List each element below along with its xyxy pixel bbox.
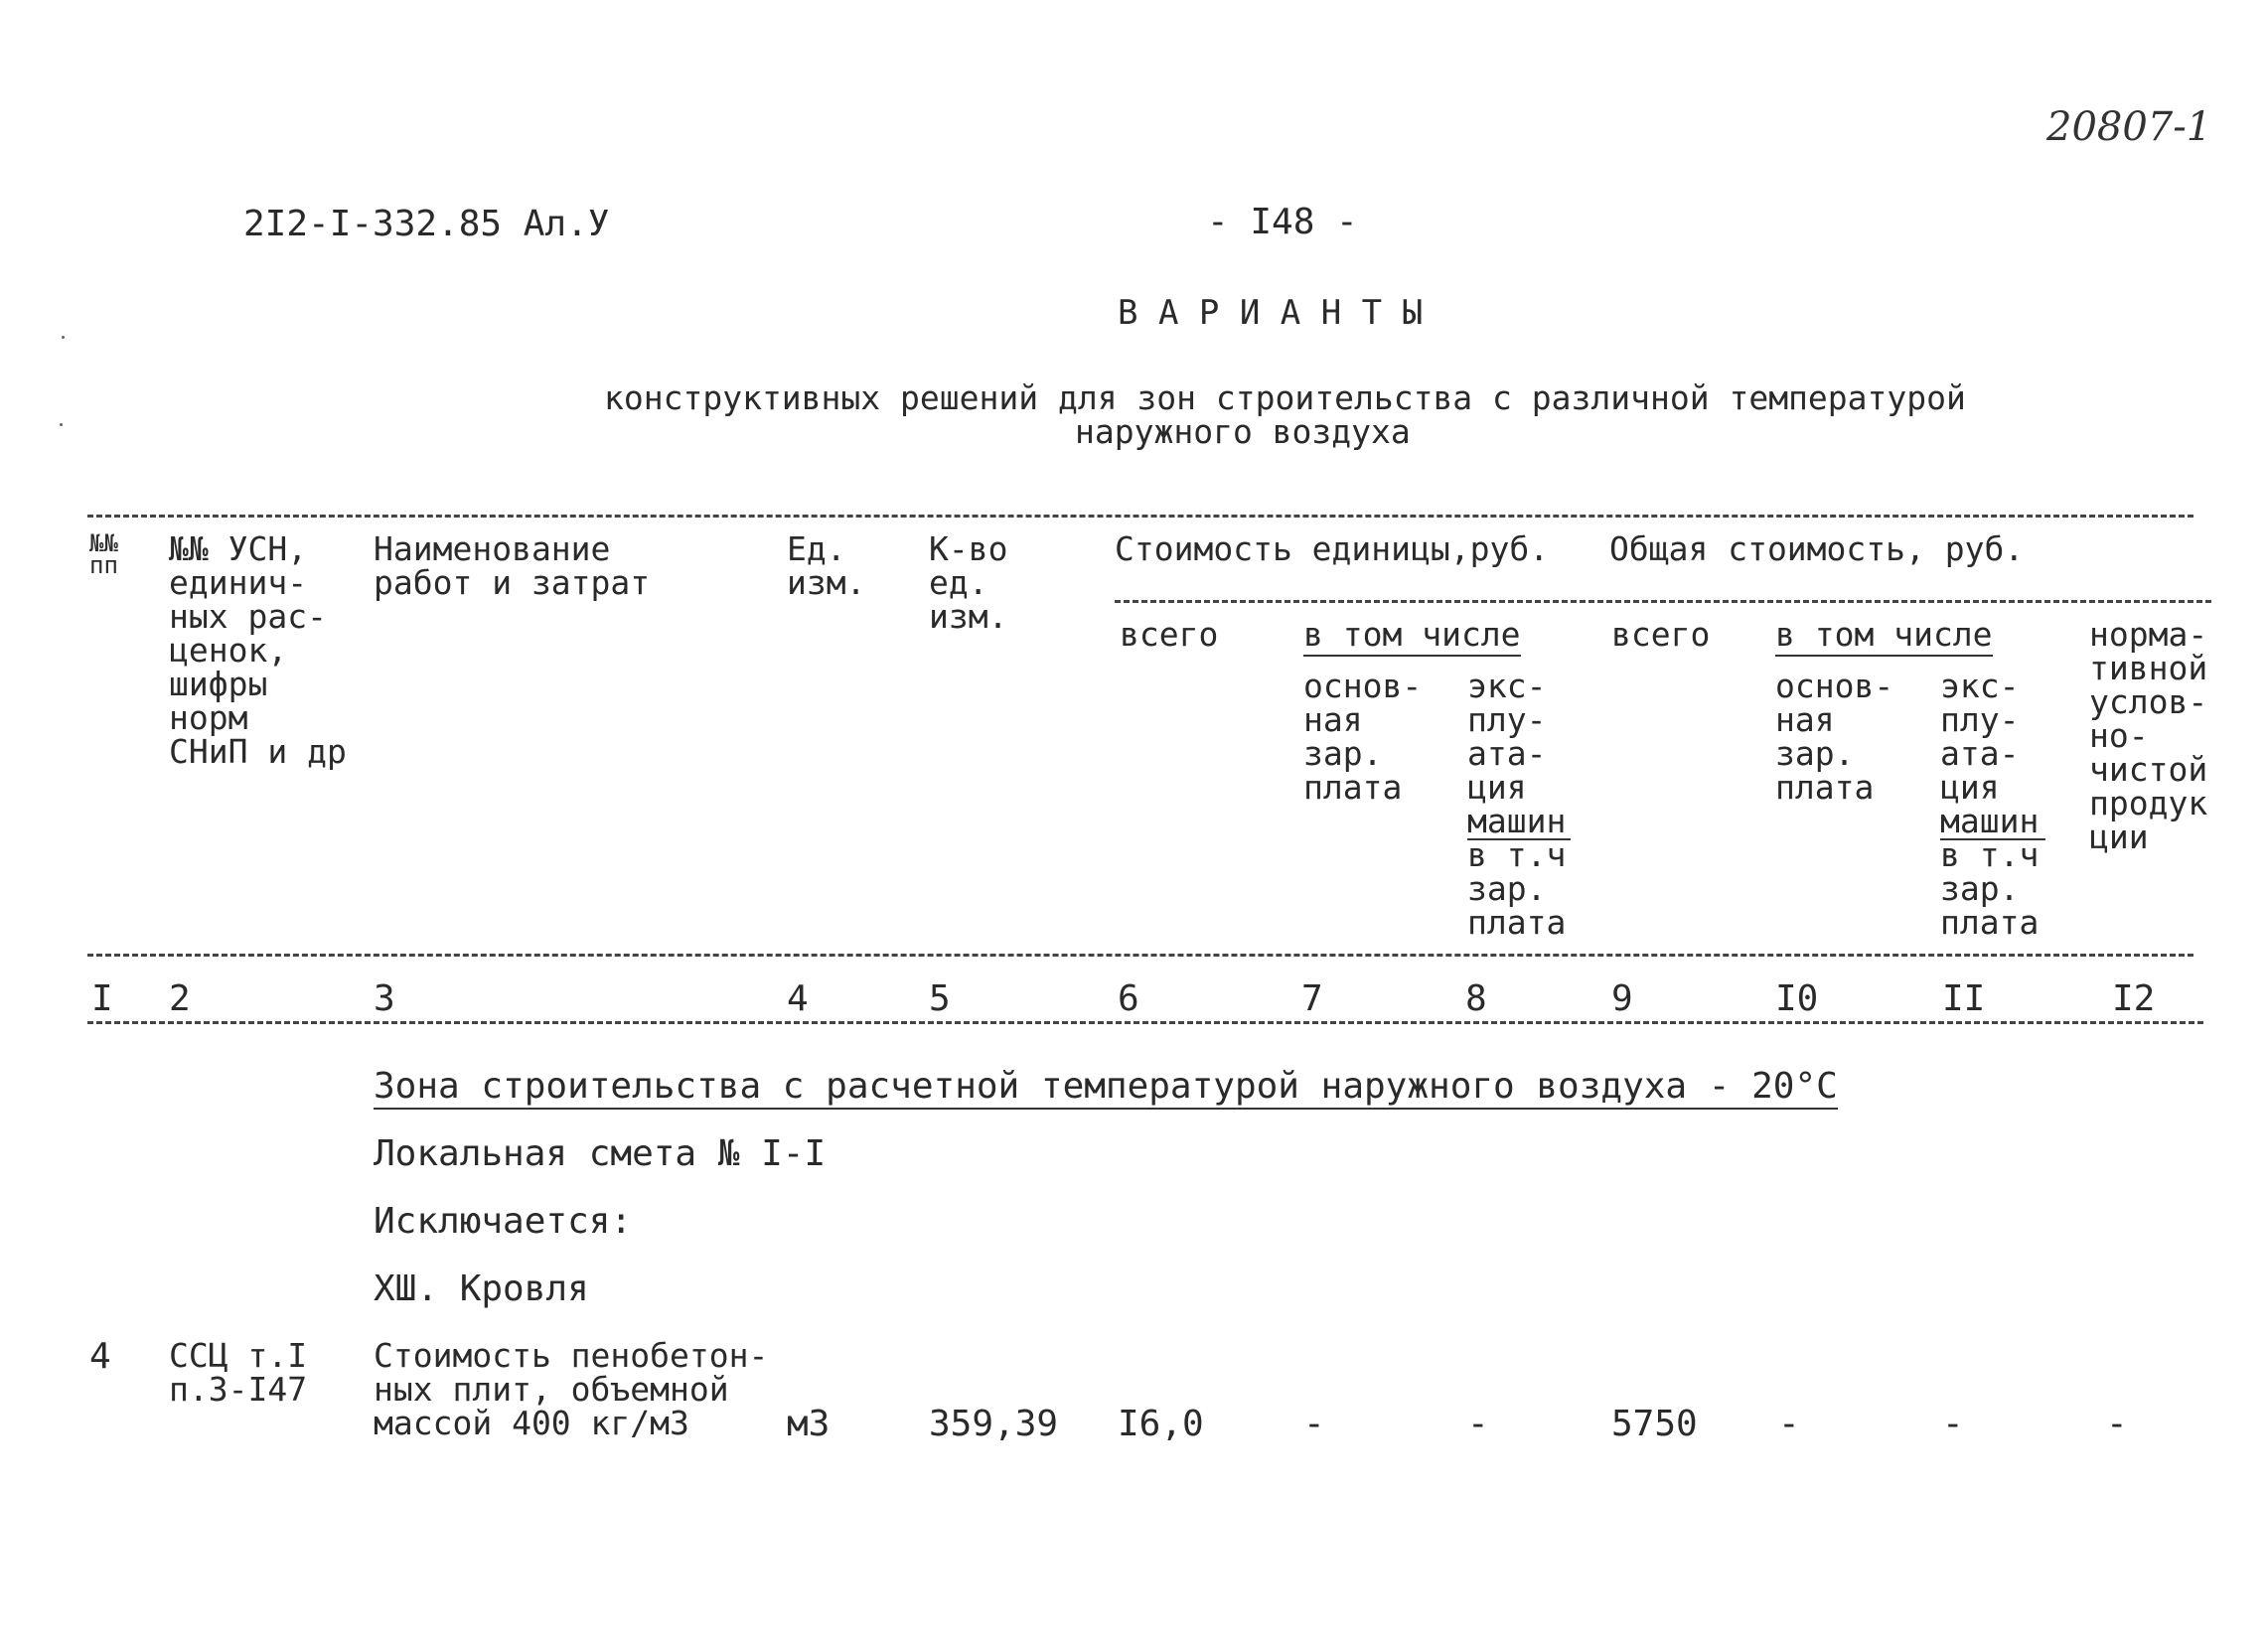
subheader-rule: [1115, 600, 2211, 603]
row-unit: м3: [787, 1404, 831, 1444]
row-norm: -: [2106, 1404, 2128, 1444]
document-code: 2I2-I-332.85 Ал.У: [243, 204, 610, 244]
row-total-machine: -: [1942, 1404, 1964, 1444]
column-number-1: I: [91, 978, 113, 1019]
col-header-12: норма- тивной услов- но- чистой продук ции: [2089, 615, 2208, 856]
column-number-10: I0: [1775, 978, 1819, 1019]
zone-heading: Зона строительства с расчетной температурой наружного воздуха - 20°С: [374, 1066, 1838, 1110]
column-number-7: 7: [1301, 978, 1323, 1019]
scan-speck: [60, 423, 63, 426]
column-number-9: 9: [1611, 978, 1633, 1019]
column-number-4: 4: [787, 978, 809, 1019]
column-number-3: 3: [374, 978, 395, 1019]
row-unit-total: I6,0: [1118, 1404, 1204, 1444]
col-header-1: №№ пп: [89, 529, 118, 579]
column-number-2: 2: [169, 978, 191, 1019]
col-header-6: всего: [1120, 615, 1219, 654]
column-number-12: I2: [2112, 978, 2156, 1019]
scan-speck: [62, 336, 65, 339]
page-number: - I48 -: [1207, 202, 1358, 242]
column-number-8: 8: [1465, 978, 1487, 1019]
subtitle-line-2: наружного воздуха: [1075, 412, 1411, 451]
col-header-3: Наименование работ и затрат: [374, 529, 651, 602]
col-header-10: основ- ная зар. плата: [1775, 667, 1894, 807]
row-name: Стоимость пенобетон- ных плит, объемной массой 400 кг/м3: [374, 1336, 769, 1442]
col-header-9: всего: [1611, 615, 1711, 654]
col-header-4: Ед. изм.: [787, 529, 866, 602]
estimate-heading: Локальная смета № I-I: [374, 1133, 827, 1174]
col-header-2: №№ УСН, единич- ных рас- ценок, шифры норм СНиП и др: [169, 529, 347, 771]
col-header-8-bottom: в т.ч зар. плата: [1467, 835, 1567, 942]
table-top-rule: [87, 515, 2193, 518]
subtitle-line-1: конструктивных решений для зон строительства с различной температурой: [604, 378, 1966, 417]
header-bottom-rule: [87, 954, 2193, 957]
total-cost-header: Общая стоимость, руб.: [1609, 529, 2025, 568]
col-header-7: основ- ная зар. плата: [1303, 667, 1423, 807]
incl-total-header: в том числе: [1775, 615, 1993, 657]
row-total: 5750: [1611, 1404, 1698, 1444]
col-header-5: К-во ед. изм.: [929, 529, 1008, 636]
row-total-wage: -: [1778, 1404, 1800, 1444]
roof-heading: ХШ. Кровля: [374, 1269, 589, 1309]
col-header-8-top: экс- плу- ата- ция машин: [1467, 667, 1567, 840]
corner-stamp: 20807-1: [2046, 104, 2212, 150]
incl-unit-header: в том числе: [1303, 615, 1521, 657]
row-quantity: 359,39: [929, 1404, 1059, 1444]
row-code: ССЦ т.I п.3-I47: [169, 1336, 308, 1409]
col-header-11-bottom: в т.ч зар. плата: [1940, 835, 2040, 942]
excluded-heading: Исключается:: [374, 1201, 633, 1242]
unit-cost-header: Стоимость единицы,руб.: [1115, 529, 1550, 568]
column-number-11: II: [1942, 978, 1986, 1019]
col-header-11-top: экс- плу- ата- ция машин: [1940, 667, 2040, 840]
column-number-5: 5: [929, 978, 951, 1019]
column-number-6: 6: [1118, 978, 1139, 1019]
page-title: В А Р И А Н Т Ы: [1118, 293, 1424, 333]
row-number: 4: [89, 1336, 111, 1377]
row-unit-wage: -: [1303, 1404, 1325, 1444]
row-unit-machine: -: [1467, 1404, 1489, 1444]
column-numbers-rule: [87, 1021, 2203, 1024]
